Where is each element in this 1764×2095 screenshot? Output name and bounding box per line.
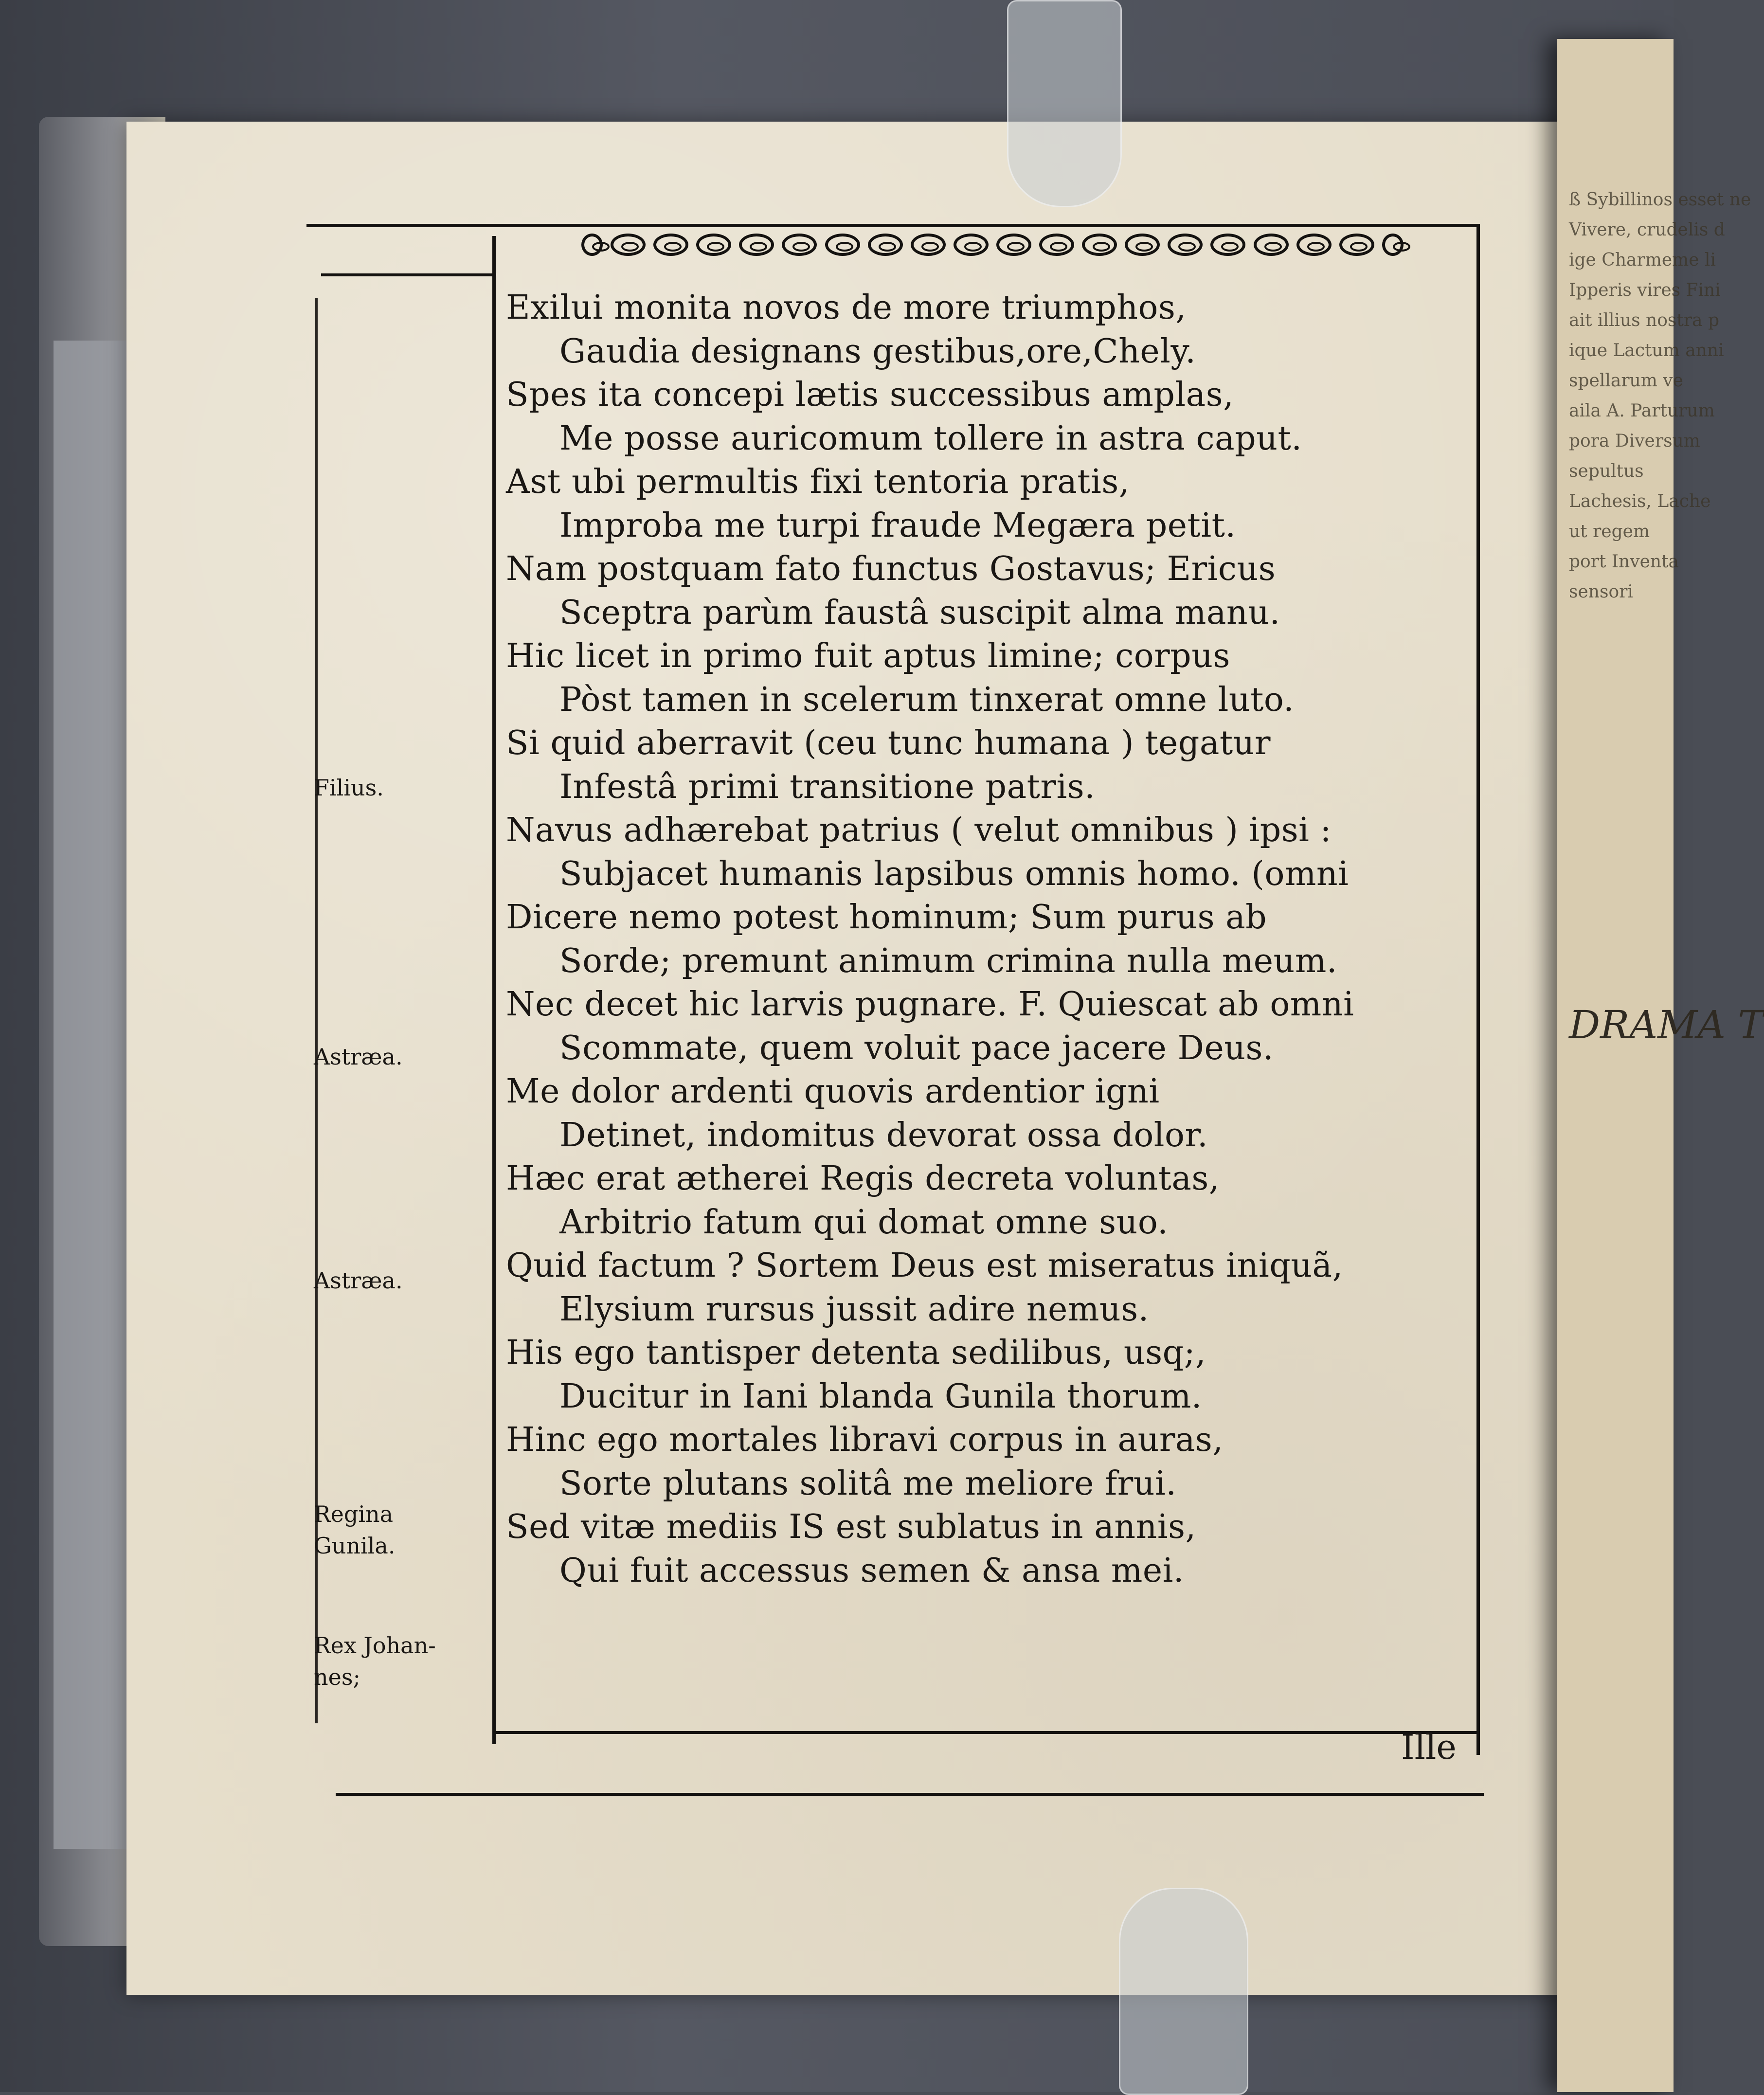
ornament-icon [1210, 234, 1245, 256]
facing-page-line: ait illius nostra p [1569, 310, 1720, 330]
ornament-icon [782, 234, 817, 256]
verse-line: Hinc ego mortales libravi corpus in auras, [506, 1421, 1224, 1459]
verse-line: Sed vitæ mediis IS est sublatus in annis, [506, 1508, 1196, 1546]
verse-line: Me posse auricomum tollere in astra caput. [559, 419, 1302, 458]
ornament-icon [868, 234, 903, 256]
verse-line: Spes ita concepi lætis successibus amplas, [506, 376, 1234, 414]
verse-line: Si quid aberravit (ceu tunc humana ) tegatur [506, 724, 1271, 762]
facing-page-text [1569, 185, 1751, 607]
verse-line: Improba me turpi fraude Megæra petit. [559, 506, 1236, 545]
verse-list [506, 286, 1474, 1592]
verse-line: His ego tantisper detenta sedilibus, usq;, [506, 1334, 1206, 1372]
verse-line: Exilui monita novos de more triumphos, [506, 289, 1187, 327]
speaker-rex-line2: nes; [314, 1664, 360, 1690]
verse-line: Sorte plutans solitâ me meliore frui. [559, 1464, 1177, 1503]
ornament-icon [1039, 234, 1074, 256]
ornament-icon [1339, 234, 1374, 256]
verse-line: Sceptra parùm faustâ suscipit alma manu. [559, 593, 1280, 632]
verse-line: Pòst tamen in scelerum tinxerat omne luto. [559, 680, 1295, 719]
verse-line: Subjacet humanis lapsibus omnis homo. (omni [559, 854, 1349, 893]
facing-page-line: aila A. Parturum [1569, 401, 1715, 421]
column-rule [492, 236, 496, 1744]
verse-line: Quid factum ? Sortem Deus est miseratus iniquã, [506, 1246, 1343, 1285]
facing-page-line: sepultus [1569, 461, 1644, 481]
page-clip-top [1007, 0, 1122, 207]
ornament-icon [739, 234, 774, 256]
ornament-icon [1382, 234, 1404, 256]
ornament-icon [825, 234, 860, 256]
page-clip-bottom [1119, 1888, 1248, 2095]
verse-line: Elysium rursus jussit adire nemus. [559, 1290, 1149, 1329]
ornament-icon [1125, 234, 1160, 256]
verse-line: Nam postquam fato functus Gostavus; Ericus [506, 550, 1276, 588]
verse-line: Navus adhærebat patrius ( velut omnibus ) ipsi : [506, 811, 1332, 849]
ornament-icon [581, 234, 603, 256]
facing-page-heading: DRAMA T [1569, 1002, 1764, 1048]
verse-line: Hæc erat ætherei Regis decreta voluntas, [506, 1159, 1220, 1198]
facing-page-line: port Inventa [1569, 552, 1679, 572]
ornament-icon [954, 234, 989, 256]
ornament-icon [653, 234, 688, 256]
ornament-icon [911, 234, 946, 256]
verse-line: Hic licet in primo fuit aptus limine; corpus [506, 637, 1230, 675]
facing-page-line: Lachesis, Lache [1569, 491, 1711, 511]
facing-page-line: Ipperis vires Fini [1569, 280, 1721, 300]
ornament-icon [1082, 234, 1117, 256]
facing-page-line: ut regem [1569, 522, 1650, 542]
frame-bottom-rule [492, 1731, 1477, 1734]
facing-page-line: ß Sybillinos esset ne [1569, 190, 1751, 210]
ornament-icon [1168, 234, 1203, 256]
facing-page-line: sensori [1569, 582, 1633, 602]
verse-line: Scommate, quem voluit pace jacere Deus. [559, 1029, 1274, 1067]
facing-page-line: pora Diversum [1569, 431, 1700, 451]
verse-line: Nec decet hic larvis pugnare. F. Quiescat ab omni [506, 985, 1354, 1024]
ornament-icon [611, 234, 646, 256]
verse-line: Me dolor ardenti quovis ardentior igni [506, 1072, 1160, 1111]
page-bottom-rule [336, 1793, 1484, 1796]
ornament-icon [1254, 234, 1289, 256]
speaker-filius: Filius. [314, 775, 384, 801]
speaker-astraea: Astræa. [314, 1267, 403, 1294]
verse-line: Infestâ primi transitione patris. [559, 767, 1096, 806]
facing-page-line: ique Lactum anni [1569, 341, 1724, 361]
facing-page-line: Vivere, crudelis d [1569, 220, 1725, 240]
speaker-regina-line2: Gunila. [314, 1533, 396, 1559]
verse-line: Dicere nemo potest hominum; Sum purus ab [506, 898, 1267, 937]
ornament-icon [1296, 234, 1332, 256]
verse-line: Arbitrio fatum qui domat omne suo. [559, 1203, 1169, 1242]
speaker-astraea: Astræa. [314, 1044, 403, 1070]
catchword: Ille [1401, 1727, 1457, 1767]
verse-line: Ast ubi permultis fixi tentoria pratis, [506, 463, 1130, 501]
verse-line: Qui fuit accessus semen & ansa mei. [559, 1551, 1184, 1590]
ornament-icon [996, 234, 1031, 256]
speaker-rex-line1: Rex Johan- [314, 1632, 436, 1659]
frame-top-rule [321, 273, 496, 276]
ornament-icon [696, 234, 731, 256]
speaker-regina-line1: Regina [314, 1501, 394, 1527]
facing-page-line: ige Charmeme li [1569, 250, 1716, 270]
facing-page-line: spellarum ve [1569, 371, 1683, 391]
verse-line: Gaudia designans gestibus,ore,Chely. [559, 332, 1196, 371]
ornamental-header-band [581, 226, 1404, 263]
verse-line: Ducitur in Iani blanda Gunila thorum. [559, 1377, 1202, 1416]
verse-line: Sorde; premunt animum crimina nulla meum. [559, 941, 1337, 980]
verse-line: Detinet, indomitus devorat ossa dolor. [559, 1116, 1208, 1155]
